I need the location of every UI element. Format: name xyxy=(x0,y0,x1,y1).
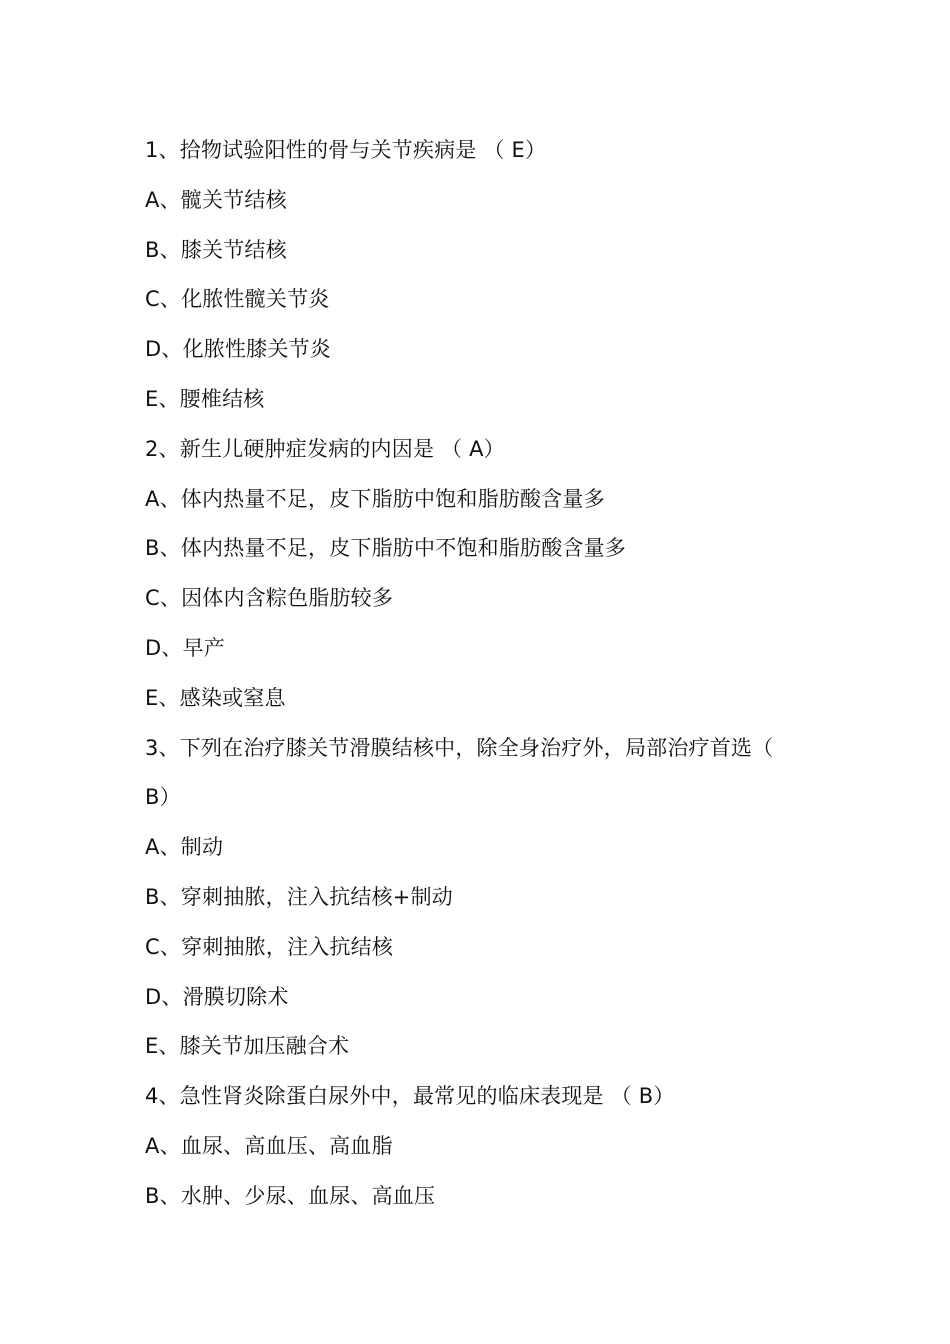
question-2-option-b: B、体内热量不足，皮下脂肪中不饱和脂肪酸含量多 xyxy=(145,536,627,561)
question-2: 2、新生儿硬肿症发病的内因是 （ A） xyxy=(145,436,505,461)
question-3-option-a: A、制动 xyxy=(145,835,224,860)
question-1-option-e: E、腰椎结核 xyxy=(145,386,265,411)
question-3-option-e: E、膝关节加压融合术 xyxy=(145,1034,350,1059)
question-4-option-a: A、血尿、高血压、高血脂 xyxy=(145,1133,393,1158)
question-3-option-c: C、穿刺抽脓，注入抗结核 xyxy=(145,934,394,959)
question-1-option-c: C、化脓性髋关节炎 xyxy=(145,287,330,312)
question-2-option-e: E、感染或窒息 xyxy=(145,685,286,710)
question-3-option-d: D、滑膜切除术 xyxy=(145,984,289,1009)
question-2-option-d: D、早产 xyxy=(145,635,225,660)
question-3: 3、下列在治疗膝关节滑膜结核中，除全身治疗外，局部治疗首选（ xyxy=(145,735,774,760)
question-1-option-a: A、髋关节结核 xyxy=(145,187,287,212)
question-3-answer: B） xyxy=(145,785,181,810)
question-list xyxy=(145,132,825,1228)
question-4-option-b: B、水肿、少尿、血尿、高血压 xyxy=(145,1183,436,1208)
question-1-option-b: B、膝关节结核 xyxy=(145,237,287,262)
question-1-option-d: D、化脓性膝关节炎 xyxy=(145,337,331,362)
question-4: 4、急性肾炎除蛋白尿外中，最常见的临床表现是 （ B） xyxy=(145,1084,675,1109)
question-1: 1、拾物试验阳性的骨与关节疾病是 （ E） xyxy=(145,138,547,162)
question-3-option-b: B、穿刺抽脓，注入抗结核+制动 xyxy=(145,884,454,909)
question-2-option-c: C、因体内含粽色脂肪较多 xyxy=(145,586,394,611)
question-2-option-a: A、体内热量不足，皮下脂肪中饱和脂肪酸含量多 xyxy=(145,486,605,511)
